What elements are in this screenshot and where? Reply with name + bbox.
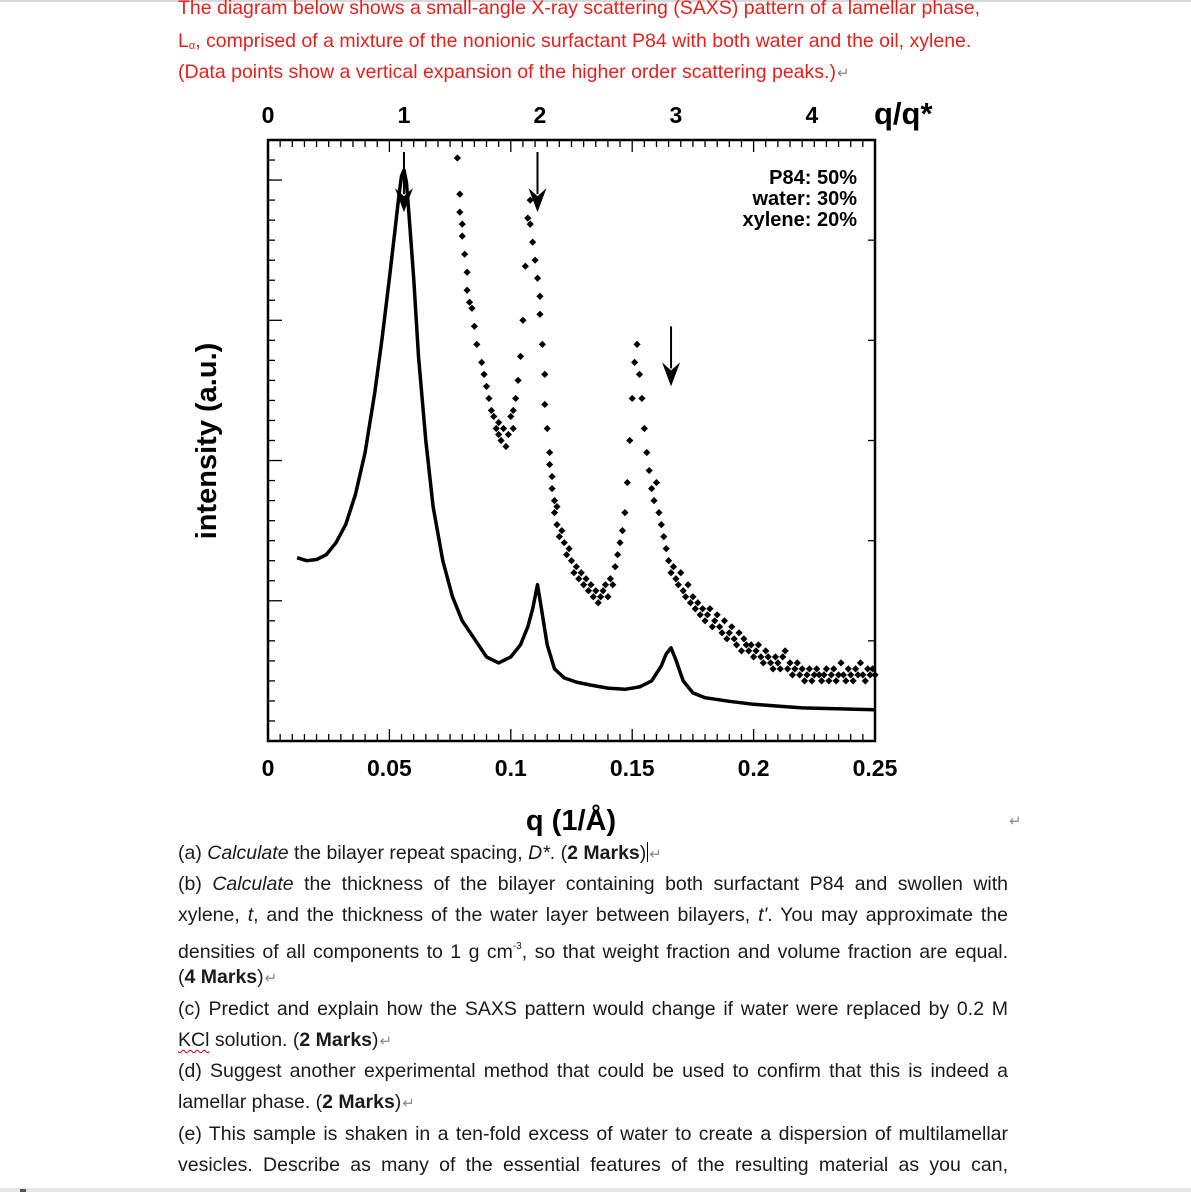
paragraph-mark: ↵ [1009, 813, 1022, 830]
qb-marks: 4 Marks [184, 966, 258, 988]
qb-text-3: xylene, [178, 904, 248, 926]
top-tick-label: 1 [397, 102, 411, 128]
qb-text-4: , and the thickness of the water layer between bilayers, [253, 904, 759, 926]
paragraph-mark: ↵ [649, 846, 662, 863]
data-point [536, 311, 543, 318]
phase-subscript: α [188, 40, 196, 52]
x-tick-label: 0.25 [852, 755, 898, 781]
qd-text-2: lamellar phase. ( [178, 1091, 323, 1113]
paragraph-mark: ↵ [379, 1033, 393, 1050]
qb-text-1: (b) [178, 873, 213, 895]
paragraph-mark: ↵ [836, 65, 850, 82]
data-point [553, 521, 560, 528]
qd-marks: 2 Marks [322, 1091, 395, 1113]
x-axis-label: q (1/Å) [525, 805, 617, 837]
data-point [502, 443, 509, 450]
data-point [514, 377, 521, 384]
data-point [631, 359, 638, 366]
qd-text-1: (d) Suggest another experimental method that could be used to confirm that this is indeed a [178, 1060, 1008, 1082]
data-point [837, 659, 844, 666]
qb-symbol-t-prime: t' [758, 904, 768, 926]
data-point [548, 473, 555, 480]
qa-text-4: ) [639, 842, 647, 864]
qb-text-9: ) [257, 966, 264, 988]
question-d-line-1 [178, 1056, 1008, 1087]
qc-kcl: KCl [178, 1029, 210, 1051]
data-point [721, 617, 728, 624]
top-tick-label: 4 [805, 102, 819, 128]
data-point [463, 287, 470, 294]
data-point [519, 317, 526, 324]
legend [742, 167, 857, 231]
data-point [548, 485, 555, 492]
data-point [546, 461, 553, 468]
data-point [544, 425, 551, 432]
data-point [658, 521, 665, 528]
data-point [604, 593, 611, 600]
data-point [546, 449, 553, 456]
question-c-line-2 [178, 1025, 1008, 1057]
y-axis-label: intensity (a.u.) [191, 342, 223, 540]
intro-text-1: The diagram below shows a small-angle X-ray scattering (SAXS) pattern of a lamellar phase, [178, 0, 981, 19]
data-point [485, 395, 492, 402]
paragraph-mark: ↵ [402, 1095, 415, 1112]
qb-exponent: -3 [512, 941, 522, 952]
data-point [505, 431, 512, 438]
data-point [655, 509, 662, 516]
qb-text-7: , so that weight fraction and volume fraction are equal. [521, 941, 1008, 963]
data-point [473, 341, 480, 348]
question-c-line-1 [178, 994, 1008, 1025]
data-point [529, 239, 536, 246]
qb-text-8: ( [178, 966, 185, 988]
data-point [638, 395, 645, 402]
qa-verb: Calculate [207, 842, 289, 864]
top-tick-label: 3 [669, 102, 683, 128]
qb-verb: Calculate [212, 873, 294, 895]
question-b-line-4 [178, 962, 1008, 994]
x-tick-label: 0.2 [737, 755, 770, 781]
data-point [459, 233, 466, 240]
qe-text-2: vesicles. Describe as many of the essential features of the resulting material as you can, [178, 1154, 1008, 1176]
data-point [677, 569, 684, 576]
data-point [568, 557, 575, 564]
question-a [178, 838, 1008, 870]
data-point [517, 353, 524, 360]
top-axis-label: q/q* [874, 96, 933, 131]
data-point [619, 527, 626, 534]
intro-text-3: (Data points show a vertical expansion of the higher order scattering peaks.) [178, 61, 836, 83]
data-point [629, 395, 636, 402]
qc-text-2: solution. ( [209, 1029, 300, 1051]
top-minor-ticks [268, 140, 875, 152]
data-point [614, 551, 621, 558]
data-point [641, 425, 648, 432]
peak-arrows [395, 152, 680, 386]
qb-text-5: . You may approximate the [767, 904, 1009, 926]
data-point [471, 323, 478, 330]
intensity-curve [297, 170, 875, 710]
data-point [539, 341, 546, 348]
phase-symbol: L [178, 30, 189, 52]
top-tick-label: 0 [261, 102, 275, 128]
top-axis-labels [262, 102, 819, 128]
data-point [643, 449, 650, 456]
qa-symbol: D* [528, 842, 550, 864]
legend-line-2: water: 30% [752, 188, 857, 210]
x-axis-labels [262, 755, 898, 781]
qc-text-1: (c) Predict and explain how the SAXS pattern would change if water were replaced by 0.2 M [178, 998, 1008, 1020]
legend-line-3: xylene: 20% [742, 209, 857, 231]
data-point [456, 190, 463, 197]
qa-text-1: (a) [178, 842, 208, 864]
qa-text-3: . ( [549, 842, 568, 864]
data-point [500, 425, 507, 432]
qa-text-2: the bilayer repeat spacing, [288, 842, 529, 864]
intro-text-2: , comprised of a mixture of the nonionic surfactant P84 with both water and the oil, xylene. [195, 30, 972, 52]
data-point [621, 509, 628, 516]
qb-text-6: densities of all components to 1 g cm [178, 941, 513, 963]
expanded-data-points [454, 154, 879, 684]
data-point [541, 371, 548, 378]
data-point [512, 395, 519, 402]
paragraph-mark: ↵ [264, 970, 278, 987]
qb-symbol-t: t [247, 904, 254, 926]
data-point [624, 479, 631, 486]
data-point [456, 209, 463, 216]
question-e-line-2 [178, 1150, 1008, 1181]
data-point [660, 533, 667, 540]
bottom-minor-ticks [268, 729, 875, 741]
data-point [650, 497, 657, 504]
data-point [454, 154, 461, 161]
qb-text-2: the thickness of the bilayer containing both surfactant P84 and swollen with [293, 873, 1008, 895]
data-point [646, 467, 653, 474]
question-e-line-1 [178, 1119, 1008, 1150]
qe-text-1: (e) This sample is shaken in a ten-fold excess of water to create a dispersion of multilamellar [178, 1123, 1008, 1145]
question-b-line-2 [178, 900, 1008, 931]
data-point [522, 263, 529, 270]
x-tick-label: 0.05 [367, 755, 412, 781]
data-point [531, 257, 538, 264]
data-point [684, 581, 691, 588]
data-point [483, 383, 490, 390]
data-point [636, 371, 643, 378]
data-point [480, 371, 487, 378]
data-point [857, 659, 864, 666]
x-tick-label: 0.1 [494, 755, 527, 781]
data-point [616, 539, 623, 546]
top-tick-label: 2 [533, 102, 547, 128]
data-point [612, 563, 619, 570]
data-point [648, 485, 655, 492]
data-point [633, 341, 640, 348]
qc-text-3: ) [372, 1029, 379, 1051]
qa-marks: 2 Marks [567, 842, 640, 864]
question-b-line-1 [178, 869, 1008, 900]
data-point [461, 251, 468, 258]
data-point [738, 647, 745, 654]
data-point [463, 269, 470, 276]
data-point [665, 557, 672, 564]
data-point [534, 275, 541, 282]
legend-line-1: P84: 50% [769, 167, 857, 189]
data-point [663, 545, 670, 552]
data-point [478, 359, 485, 366]
data-point [626, 437, 633, 444]
page-bottom-edge [0, 1188, 1191, 1192]
data-point [541, 401, 548, 408]
qd-text-3: ) [394, 1091, 402, 1113]
x-tick-label: 0 [261, 755, 275, 781]
left-ticks [268, 160, 282, 721]
question-d-line-2 [178, 1087, 1008, 1119]
data-point [561, 539, 568, 546]
data-point [459, 221, 466, 228]
qc-marks: 2 Marks [299, 1029, 373, 1051]
data-point [735, 629, 742, 636]
data-point [536, 293, 543, 300]
x-tick-label: 0.15 [609, 755, 655, 781]
data-point [653, 479, 660, 486]
data-point [510, 425, 517, 432]
